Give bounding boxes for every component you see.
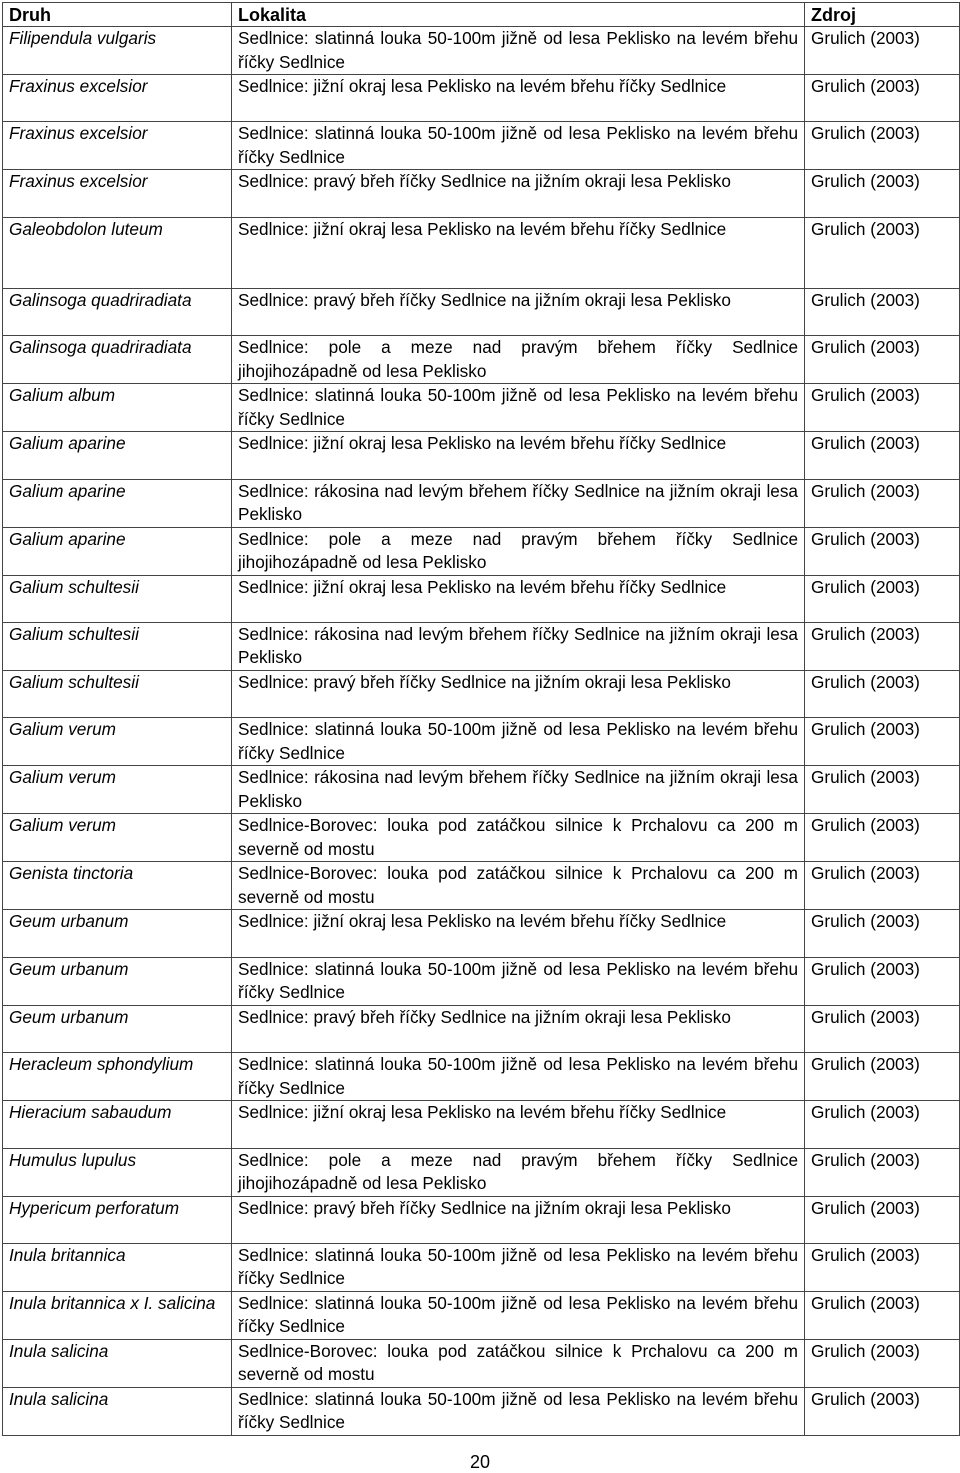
source-cell: Grulich (2003)	[805, 288, 960, 335]
table-row	[3, 1053, 960, 1101]
table-row	[3, 1148, 960, 1196]
locality-cell: Sedlnice: jižní okraj lesa Peklisko na levém břehu říčky Sedlnice	[232, 432, 805, 479]
table-header-row	[3, 3, 960, 27]
source-cell: Grulich (2003)	[805, 1101, 960, 1148]
table-row	[3, 288, 960, 335]
locality-cell: Sedlnice: jižní okraj lesa Peklisko na levém břehu říčky Sedlnice	[232, 1101, 805, 1148]
locality-cell: Sedlnice: pravý břeh říčky Sedlnice na jižním okraji lesa Peklisko	[232, 670, 805, 717]
locality-cell: Sedlnice-Borovec: louka pod zatáčkou silnice k Prchalovu ca 200 m severně od mostu	[232, 814, 805, 862]
species-cell: Galium album	[3, 384, 232, 432]
locality-cell: Sedlnice: jižní okraj lesa Peklisko na levém břehu říčky Sedlnice	[232, 910, 805, 957]
source-cell: Grulich (2003)	[805, 957, 960, 1005]
table-row	[3, 122, 960, 170]
source-cell: Grulich (2003)	[805, 432, 960, 479]
species-cell: Galium schultesii	[3, 575, 232, 622]
source-cell: Grulich (2003)	[805, 1196, 960, 1243]
species-cell: Filipendula vulgaris	[3, 27, 232, 75]
source-cell: Grulich (2003)	[805, 27, 960, 75]
table-row	[3, 384, 960, 432]
table-row	[3, 75, 960, 122]
source-cell: Grulich (2003)	[805, 670, 960, 717]
page-number: 20	[469, 1452, 491, 1472]
source-cell: Grulich (2003)	[805, 1053, 960, 1101]
locality-cell: Sedlnice: slatinná louka 50-100m jižně od lesa Peklisko na levém břehu říčky Sedlnice	[232, 957, 805, 1005]
source-cell: Grulich (2003)	[805, 75, 960, 122]
source-cell: Grulich (2003)	[805, 479, 960, 527]
source-cell: Grulich (2003)	[805, 575, 960, 622]
table-row	[3, 1291, 960, 1339]
header-druh: Druh	[3, 3, 232, 27]
source-cell: Grulich (2003)	[805, 384, 960, 432]
table-row	[3, 1101, 960, 1148]
species-cell: Inula britannica x I. salicina	[3, 1291, 232, 1339]
table-body	[3, 27, 960, 1436]
table-row	[3, 217, 960, 288]
locality-cell: Sedlnice: slatinná louka 50-100m jižně od lesa Peklisko na levém břehu říčky Sedlnice	[232, 718, 805, 766]
locality-cell: Sedlnice: slatinná louka 50-100m jižně od lesa Peklisko na levém břehu říčky Sedlnice	[232, 27, 805, 75]
table-row	[3, 170, 960, 217]
species-cell: Inula salicina	[3, 1339, 232, 1387]
species-cell: Geum urbanum	[3, 1005, 232, 1052]
species-cell: Galium schultesii	[3, 622, 232, 670]
locality-cell: Sedlnice: rákosina nad levým břehem říčky Sedlnice na jižním okraji lesa Peklisko	[232, 766, 805, 814]
source-cell: Grulich (2003)	[805, 336, 960, 384]
locality-cell: Sedlnice: pole a meze nad pravým břehem říčky Sedlnice jihojihozápadně od lesa Peklisko	[232, 1148, 805, 1196]
table-row	[3, 527, 960, 575]
table-row	[3, 670, 960, 717]
source-cell: Grulich (2003)	[805, 1339, 960, 1387]
source-cell: Grulich (2003)	[805, 217, 960, 288]
source-cell: Grulich (2003)	[805, 122, 960, 170]
locality-cell: Sedlnice: pole a meze nad pravým břehem říčky Sedlnice jihojihozápadně od lesa Peklisko	[232, 527, 805, 575]
table-row	[3, 575, 960, 622]
source-cell: Grulich (2003)	[805, 718, 960, 766]
table-row	[3, 27, 960, 75]
source-cell: Grulich (2003)	[805, 622, 960, 670]
species-cell: Fraxinus excelsior	[3, 75, 232, 122]
locality-cell: Sedlnice: pravý břeh říčky Sedlnice na jižním okraji lesa Peklisko	[232, 170, 805, 217]
species-cell: Fraxinus excelsior	[3, 122, 232, 170]
species-cell: Galium verum	[3, 814, 232, 862]
species-cell: Inula britannica	[3, 1243, 232, 1291]
table-row	[3, 766, 960, 814]
locality-cell: Sedlnice-Borovec: louka pod zatáčkou silnice k Prchalovu ca 200 m severně od mostu	[232, 1339, 805, 1387]
species-cell: Inula salicina	[3, 1387, 232, 1435]
locality-cell: Sedlnice: jižní okraj lesa Peklisko na levém břehu říčky Sedlnice	[232, 75, 805, 122]
source-cell: Grulich (2003)	[805, 1148, 960, 1196]
table-row	[3, 1339, 960, 1387]
table-row	[3, 1243, 960, 1291]
species-cell: Hypericum perforatum	[3, 1196, 232, 1243]
species-cell: Galium verum	[3, 766, 232, 814]
table-row	[3, 957, 960, 1005]
species-table	[2, 2, 960, 1436]
locality-cell: Sedlnice: pravý břeh říčky Sedlnice na jižním okraji lesa Peklisko	[232, 1196, 805, 1243]
species-cell: Galium aparine	[3, 432, 232, 479]
species-cell: Humulus lupulus	[3, 1148, 232, 1196]
table-row	[3, 862, 960, 910]
species-cell: Genista tinctoria	[3, 862, 232, 910]
species-cell: Galium schultesii	[3, 670, 232, 717]
source-cell: Grulich (2003)	[805, 862, 960, 910]
locality-cell: Sedlnice: slatinná louka 50-100m jižně od lesa Peklisko na levém břehu říčky Sedlnice	[232, 1387, 805, 1435]
species-cell: Fraxinus excelsior	[3, 170, 232, 217]
species-cell: Galinsoga quadriradiata	[3, 288, 232, 335]
species-cell: Galium aparine	[3, 479, 232, 527]
locality-cell: Sedlnice: slatinná louka 50-100m jižně od lesa Peklisko na levém břehu říčky Sedlnice	[232, 1053, 805, 1101]
locality-cell: Sedlnice: slatinná louka 50-100m jižně od lesa Peklisko na levém břehu říčky Sedlnice	[232, 384, 805, 432]
table-row	[3, 336, 960, 384]
species-cell: Hieracium sabaudum	[3, 1101, 232, 1148]
species-cell: Galinsoga quadriradiata	[3, 336, 232, 384]
source-cell: Grulich (2003)	[805, 1005, 960, 1052]
table-row	[3, 479, 960, 527]
table-row	[3, 1196, 960, 1243]
locality-cell: Sedlnice: pravý břeh říčky Sedlnice na jižním okraji lesa Peklisko	[232, 1005, 805, 1052]
table-row	[3, 814, 960, 862]
source-cell: Grulich (2003)	[805, 766, 960, 814]
source-cell: Grulich (2003)	[805, 527, 960, 575]
table-row	[3, 910, 960, 957]
table-row	[3, 1387, 960, 1435]
species-cell: Galium aparine	[3, 527, 232, 575]
species-cell: Galeobdolon luteum	[3, 217, 232, 288]
species-cell: Geum urbanum	[3, 910, 232, 957]
locality-cell: Sedlnice: rákosina nad levým břehem říčky Sedlnice na jižním okraji lesa Peklisko	[232, 622, 805, 670]
source-cell: Grulich (2003)	[805, 910, 960, 957]
source-cell: Grulich (2003)	[805, 1243, 960, 1291]
header-zdroj: Zdroj	[805, 3, 960, 27]
locality-cell: Sedlnice: rákosina nad levým břehem říčky Sedlnice na jižním okraji lesa Peklisko	[232, 479, 805, 527]
locality-cell: Sedlnice: jižní okraj lesa Peklisko na levém břehu říčky Sedlnice	[232, 217, 805, 288]
locality-cell: Sedlnice: pole a meze nad pravým břehem říčky Sedlnice jihojihozápadně od lesa Peklisko	[232, 336, 805, 384]
source-cell: Grulich (2003)	[805, 814, 960, 862]
table-row	[3, 718, 960, 766]
table-row	[3, 1005, 960, 1052]
locality-cell: Sedlnice: pravý břeh říčky Sedlnice na jižním okraji lesa Peklisko	[232, 288, 805, 335]
source-cell: Grulich (2003)	[805, 170, 960, 217]
species-cell: Geum urbanum	[3, 957, 232, 1005]
source-cell: Grulich (2003)	[805, 1387, 960, 1435]
table-row	[3, 622, 960, 670]
species-cell: Heracleum sphondylium	[3, 1053, 232, 1101]
locality-cell: Sedlnice-Borovec: louka pod zatáčkou silnice k Prchalovu ca 200 m severně od mostu	[232, 862, 805, 910]
locality-cell: Sedlnice: slatinná louka 50-100m jižně od lesa Peklisko na levém břehu říčky Sedlnice	[232, 1243, 805, 1291]
locality-cell: Sedlnice: jižní okraj lesa Peklisko na levém břehu říčky Sedlnice	[232, 575, 805, 622]
header-lokalita: Lokalita	[232, 3, 805, 27]
locality-cell: Sedlnice: slatinná louka 50-100m jižně od lesa Peklisko na levém břehu říčky Sedlnice	[232, 1291, 805, 1339]
locality-cell: Sedlnice: slatinná louka 50-100m jižně od lesa Peklisko na levém břehu říčky Sedlnice	[232, 122, 805, 170]
table-row	[3, 432, 960, 479]
species-cell: Galium verum	[3, 718, 232, 766]
source-cell: Grulich (2003)	[805, 1291, 960, 1339]
